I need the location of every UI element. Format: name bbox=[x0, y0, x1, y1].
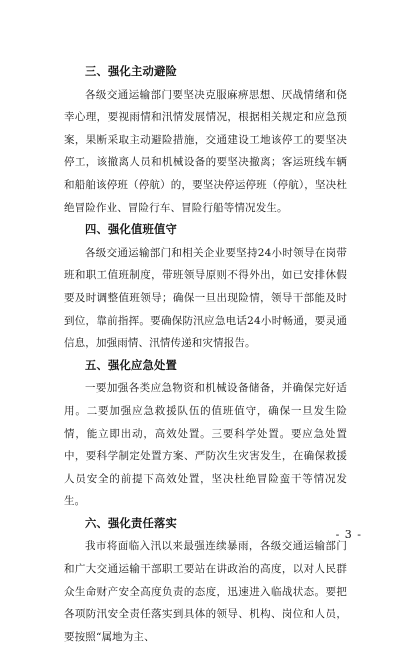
section-heading-3: 三、强化主动避险 bbox=[85, 65, 177, 78]
section-heading-4: 四、强化值班值守 bbox=[85, 223, 177, 237]
section-heading-5: 五、强化应急处置 bbox=[85, 358, 177, 372]
document-body bbox=[64, 61, 347, 648]
section-paragraph-4: 各级交通运输部门和相关企业要坚持24小时领导在岗带班和职工值班制度，带班领导原则不得外出，如已安排休假要及时调整值班领导；确保一旦出现险情，领导干部能及时到位，靠前指挥。要确保防汛应急电话24小时畅通，要灵通信息，加强雨情、汛情传递和灾情报告。 bbox=[64, 246, 347, 350]
section-paragraph-6: 我市将面临入汛以来最强连续暴雨，各级交通运输部门和广大交通运输干部职工要站在讲政治的高度，以对人民群众生命财产安全高度负责的态度，迅速进入临战状态。要把各项防汛安全责任落实到具体的领导、机构、岗位和人员，要按照“属地为主、 bbox=[64, 540, 347, 643]
section-paragraph-5: 一要加强各类应急物资和机械设备储备，并确保完好适用。二要加强应急救援队伍的值班值守，确保一旦发生险情，能立即出动，高效处置。三要科学处置。要应急处置中，要科学制定处置方案、严防次生灾害发生，在确保救援人员安全的前提下高效处置，坚决杜绝冒险蛮干等情况发生。 bbox=[64, 382, 347, 508]
section-paragraph-3: 各级交通运输部门要坚决克服麻痹思想、厌战情绪和侥幸心理，要视雨情和汛情发展情况，根据相关规定和应急预案，果断采取主动避险措施，交通建设工地该停工的要坚决停工，该撤离人员和机械设备的要坚决撤离；客运班线车辆和船舶该停班（停航）的，要坚决停运停班（停航），坚决杜绝冒险作业、冒险行车、冒险行船等情况发生。 bbox=[64, 88, 347, 214]
section-heading-6: 六、强化责任落实 bbox=[85, 516, 177, 530]
page-number: - 3 - bbox=[335, 528, 362, 541]
